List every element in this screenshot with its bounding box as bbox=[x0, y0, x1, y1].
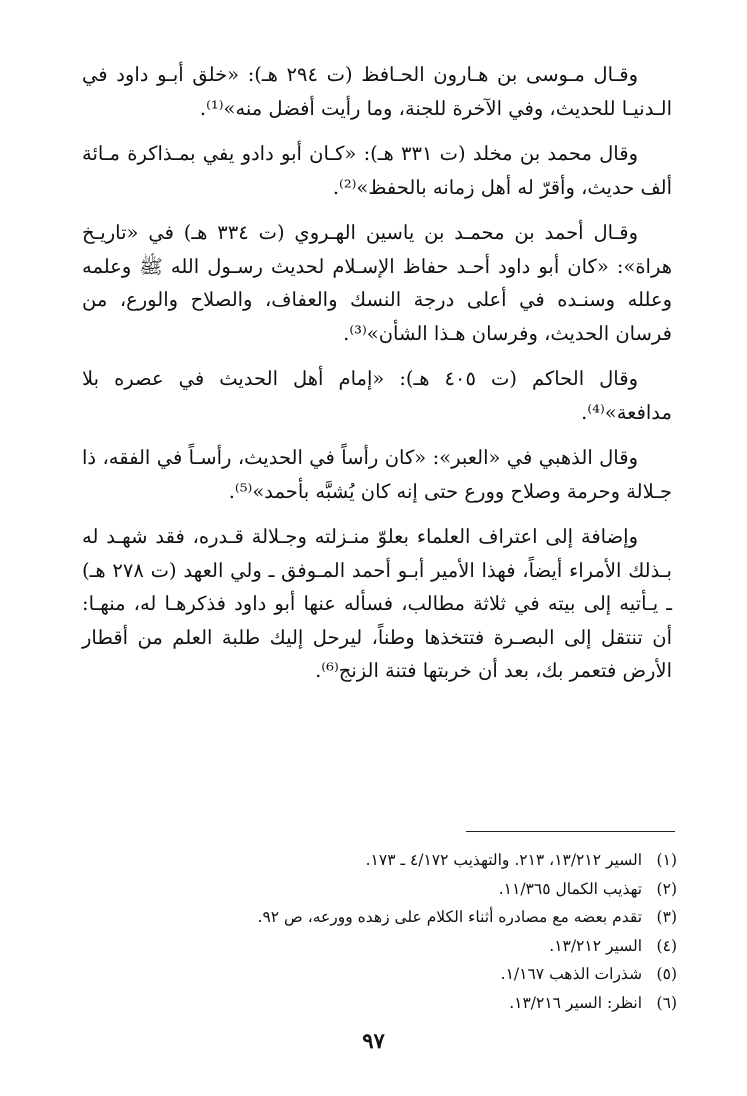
paragraph-muhammad-ibn-makhlad: وقال محمد بن مخلد (ت ٣٣١ هـ): «كـان أبو دادو يفي بمـذاكرة مـائة ألف حديث، وأقرّ له أهل زمانه بالحفظ»⁽²⁾. bbox=[82, 142, 672, 199]
footnote-text: تهذيب الكمال ١١/٣٦٥. bbox=[498, 879, 643, 898]
footnote-item bbox=[77, 932, 677, 961]
page-number: ٩٧ bbox=[362, 1028, 385, 1053]
footnotes bbox=[77, 846, 677, 1018]
footnote-text: السير ١٣/٢١٢. bbox=[549, 936, 643, 955]
footnote-number: (٦) bbox=[656, 993, 677, 1012]
footnote-text: انظر: السير ١٣/٢١٦. bbox=[509, 993, 643, 1012]
footnote-number: (١) bbox=[656, 851, 677, 869]
footnote-text: تقدم بعضه مع مصادره أثناء الكلام على زهده وورعه، ص ٩٢. bbox=[257, 908, 643, 927]
main-text bbox=[82, 58, 672, 688]
footnote-text: شذرات الذهب ١/١٦٧. bbox=[500, 965, 643, 984]
footnote-item bbox=[77, 875, 677, 904]
footnote-item bbox=[77, 960, 677, 989]
paragraph-al-muwaffaq: وإضافة إلى اعتراف العلماء بعلوّ منـزلته وجـلالة قـدره، فقد شهـد له بـذلك الأمراء أيضاً، فهذا الأمير أبـو أحمد المـوفق ـ ولي العهد (ت ٢٧٨ هـ) ـ يـأتيه إلى بيته في ثلاثة مطالب، فسأله عنها أبو داود فذكرهـا له، منهـا: أن تنتقل إلى البصـرة فتتخذها وطناً، ليرحل إليك طلبة العلم من أقطار الأرض فتعمر بك، بعد أن خربتها فتنة الزنج⁽⁶⁾. bbox=[82, 525, 672, 682]
paragraph-al-hakim: وقال الحاكم (ت ٤٠٥ هـ): «إمام أهل الحديث في عصره بلا مدافعة»⁽⁴⁾. bbox=[82, 367, 672, 424]
footnote-number: (٣) bbox=[656, 908, 677, 927]
footnote-item bbox=[77, 903, 677, 932]
footnote-separator bbox=[466, 831, 675, 832]
footnote-item bbox=[77, 989, 677, 1018]
footnote-number: (٤) bbox=[656, 936, 677, 955]
footnote-text: السير ١٣/٢١٢، ٢١٣. والتهذيب ٤/١٧٢ ـ ١٧٣. bbox=[365, 851, 643, 869]
paragraph-ahmad-al-harawi: وقـال أحمد بن محمـد بن ياسين الهـروي (ت ٣٣٤ هـ) في «تاريـخ هراة»: «كان أبو داود أحـد حفاظ الإسـلام لحديث رسـول الله ﷺ وعلمه وعلله وسنـده في أعلى درجة النسك والعفاف، والصلاح والورع، من فرسان الحديث، وفرسان هـذا الشأن»⁽³⁾. bbox=[82, 221, 672, 345]
footnote-item bbox=[77, 846, 677, 875]
footnote-number: (٥) bbox=[656, 965, 677, 984]
paragraph-al-dhahabi: وقال الذهبي في «العبر»: «كان رأساً في الحديث، رأسـاً في الفقه، ذا جـلالة وحرمة وصلاح وورع حتى إنه كان يُشبَّه بأحمد»⁽⁵⁾. bbox=[82, 446, 672, 503]
footnote-number: (٢) bbox=[656, 879, 677, 898]
paragraph-musa-ibn-harun: وقـال مـوسى بن هـارون الحـافظ (ت ٢٩٤ هـ): «خلق أبـو داود في الـدنيـا للحديث، وفي الآخرة للجنة، وما رأيت أفضل منه»⁽¹⁾. bbox=[82, 63, 672, 120]
